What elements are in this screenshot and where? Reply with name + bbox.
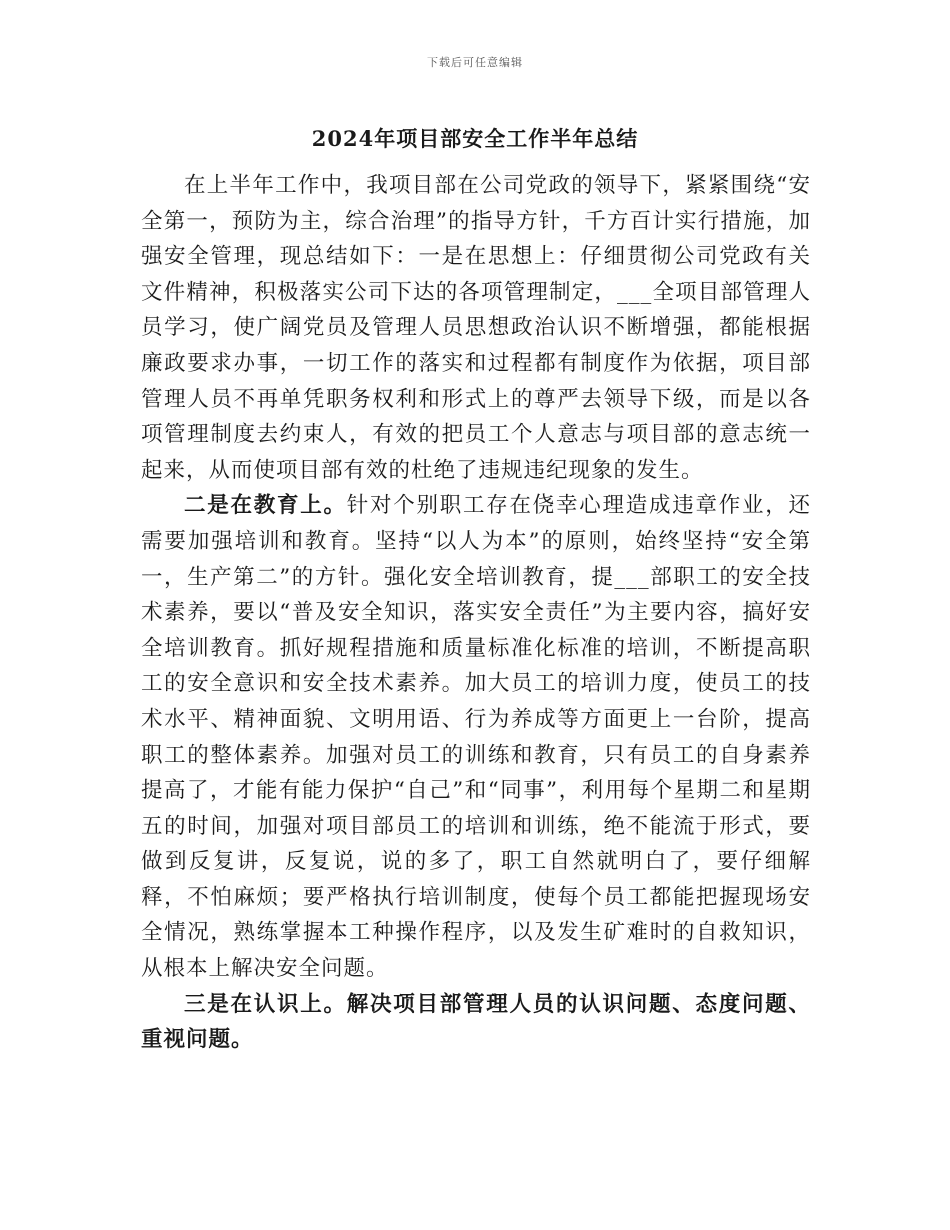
paragraph-education bbox=[141, 488, 811, 986]
paragraph-intro bbox=[141, 168, 811, 488]
paragraph-lead: 二是在教育上。 bbox=[184, 493, 347, 519]
paragraph-text: 针对个别职工存在侥幸心理造成违章作业，还需要加强培训和教育。坚持“以人为本”的原则，始终坚持“安全第一，生产第二”的方针。强化安全培训教育，提___部职工的安全技术素养，要以“普及安全知识，落实安全责任”为主要内容，搞好安全培训教育。抓好规程措施和质量标准化标准的培训，不断提高职工的安全意识和安全技术素养。加大员工的培训力度，使员工的技术水平、精神面貌、文明用语、行为养成等方面更上一台阶，提高职工的整体素养。加强对员工的训练和教育，只有员工的自身素养提高了，才能有能力保护“自己”和“同事”，利用每个星期二和星期五的时间，加强对项目部员工的培训和训练，绝不能流于形式，要做到反复讲，反复说，说的多了，职工自然就明白了，要仔细解释，不怕麻烦；要严格执行培训制度，使每个员工都能把握现场安全情况，熟练掌握本工种操作程序，以及发生矿难时的自救知识，从根本上解决安全问题。 bbox=[141, 493, 811, 982]
paragraph-lead: 三是在认识上。解决项目部管理人员的认识问题、态度问题、重视问题。 bbox=[141, 991, 811, 1053]
header-note: 下载后可任意编辑 bbox=[427, 56, 523, 69]
document-title: 2024年项目部安全工作半年总结 bbox=[311, 126, 639, 151]
document-body bbox=[141, 168, 811, 1058]
paragraph-text: 在上半年工作中，我项目部在公司党政的领导下，紧紧围绕“安全第一，预防为主，综合治理”的指导方针，千方百计实行措施，加强安全管理，现总结如下：一是在思想上：仔细贯彻公司党政有关文件精神，积极落实公司下达的各项管理制定，___全项目部管理人员学习，使广阔党员及管理人员思想政治认识不断增强，都能根据廉政要求办事，一切工作的落实和过程都有制度作为依据，项目部管理人员不再单凭职务权利和形式上的尊严去领导下级，而是以各项管理制度去约束人，有效的把员工个人意志与项目部的意志统一起来，从而使项目部有效的杜绝了违规违纪现象的发生。 bbox=[141, 173, 811, 483]
paragraph-awareness bbox=[141, 987, 811, 1058]
